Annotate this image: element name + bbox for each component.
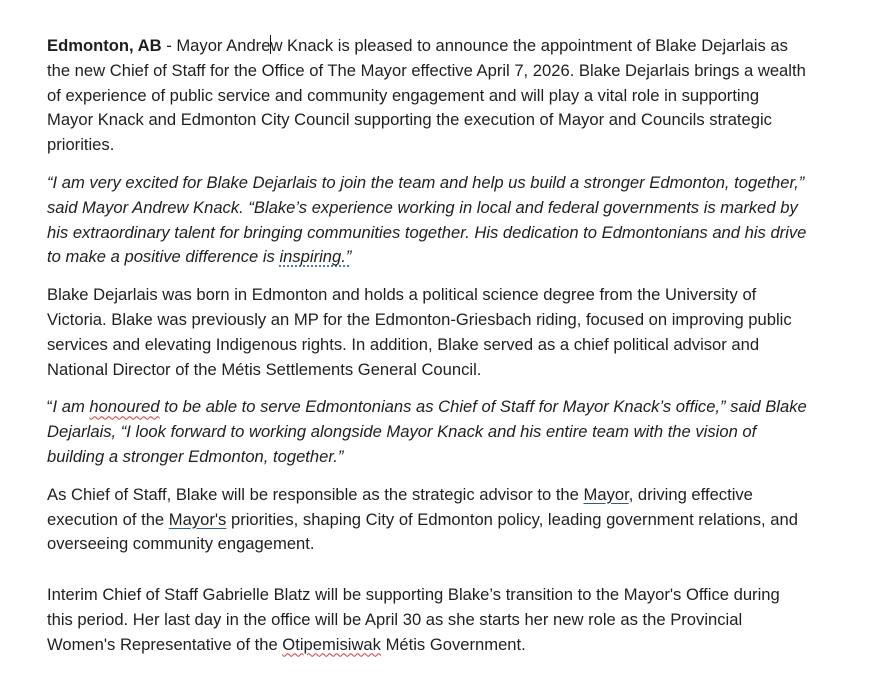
comment-anchor-inspiring[interactable]: inspiring.” [279, 247, 352, 267]
paragraph-responsibilities[interactable] [47, 483, 807, 557]
comment-anchor-mayor[interactable]: Mayor [583, 484, 629, 504]
document-body[interactable] [47, 34, 807, 671]
paragraph-announcement[interactable] [47, 34, 807, 158]
responsibilities-text-b: , driving effective execution of the [47, 484, 753, 529]
paragraph-biography[interactable] [47, 283, 807, 382]
dejarlais-quote-end: to be able to serve Edmontonians as Chief of Staff for Mayor Knack’s office,” said Blake Dejarlais, “I look forward to working alongside Mayor Knack and his entire team with the vision of building a stronger Edmonton, together.” [47, 397, 807, 466]
biography-text: Blake Dejarlais was born in Edmonton and holds a political science degree from the University of Victoria. Blake was previously an MP for the Edmonton-Griesbach riding, focused on improving public services and elevating Indigenous rights. In addition, Blake served as a chief political advisor and National Director of the Métis Settlements General Council. [47, 285, 792, 379]
paragraph-dejarlais-quote[interactable] [47, 395, 807, 469]
responsibilities-text-c: priorities, shaping City of Edmonton policy, leading government relations, and overseeing community engagement. [47, 509, 798, 554]
mayor-quote-text: “I am very excited for Blake Dejarlais to join the team and help us build a stronger Edmonton, together,” said Mayor Andrew Knack. “Blake’s experience working in local and federal governments is marked by his extraordinary talent for bringing communities together. His dedication to Edmontonians and his drive to make a positive difference is [47, 172, 807, 267]
announcement-text-end: w Knack is pleased to announce the appointment of Blake Dejarlais as the new Chief of Staff for the Office of The Mayor effective April 7, 2026. Blake Dejarlais brings a wealth of experience of public service and community engagement and will play a vital role in supporting Mayor Knack and Edmonton City Council supporting the execution of Mayor and Councils strategic priorities. [47, 36, 806, 155]
spellcheck-flag-honoured[interactable]: honoured [89, 397, 160, 417]
open-quote-mark: “ [47, 397, 53, 417]
comment-anchor-mayors[interactable]: Mayor's [168, 509, 227, 529]
interim-text-a: Interim Chief of Staff Gabrielle Blatz will be supporting Blake’s transition to the Mayor's Office during this period. Her last day in the office will be April 30 as she starts her new role as the Provincial Women's Representative of the [47, 585, 780, 654]
paragraph-interim[interactable] [47, 583, 807, 657]
dejarlais-quote-start: I am [52, 397, 90, 417]
spellcheck-flag-otipemisiwak[interactable]: Otipemisiwak [282, 634, 381, 654]
responsibilities-text-a: As Chief of Staff, Blake will be responsible as the strategic advisor to the [47, 484, 584, 504]
paragraph-mayor-quote[interactable] [47, 171, 807, 270]
dateline: Edmonton, AB [47, 36, 162, 55]
interim-text-b: Métis Government. [380, 634, 526, 654]
announcement-text-start: - Mayor Andre [161, 36, 271, 55]
